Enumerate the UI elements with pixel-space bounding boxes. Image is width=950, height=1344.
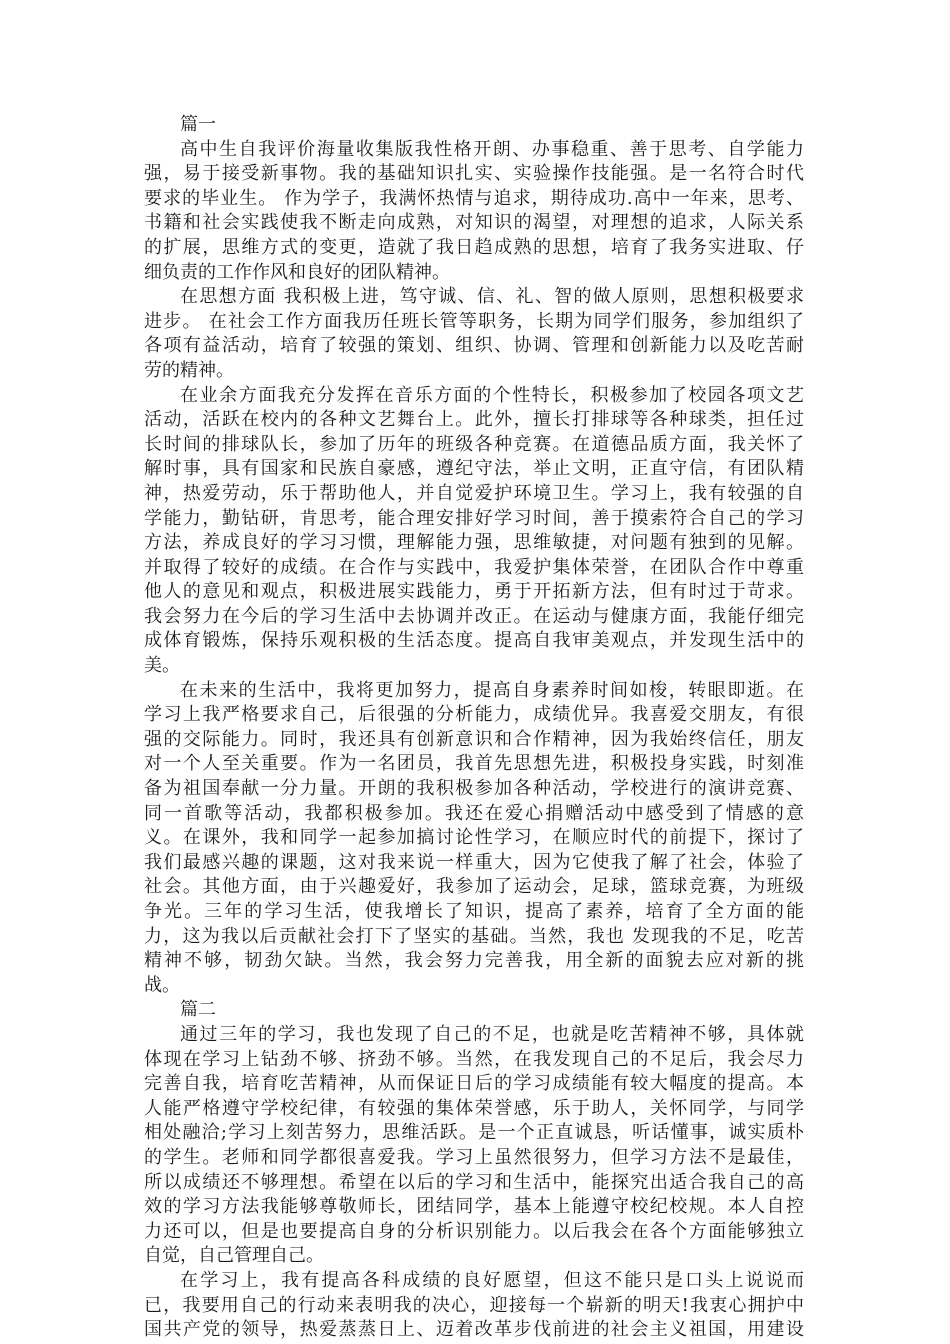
text-line: 劳的精神。 bbox=[144, 359, 234, 381]
text-line: 已，我要用自己的行动来表明我的决心，迎接每一个崭新的明天!我衷心拥护中 bbox=[144, 1294, 804, 1316]
text-line: 国共产党的领导，热爱蒸蒸日上、迈着改革步伐前进的社会主义祖国，用建设 bbox=[144, 1319, 804, 1341]
text-line: 高中生自我评价海量收集版我性格开朗、办事稳重、善于思考、自学能力 bbox=[180, 138, 804, 160]
text-line: 同一首歌等活动，我都积极参加。我还在爱心捐赠活动中感受到了情感的意 bbox=[144, 802, 804, 824]
text-line: 篇二 bbox=[180, 999, 216, 1021]
text-line: 的学生。老师和同学都很喜爱我。学习上虽然很努力，但学习方法不是最佳， bbox=[144, 1146, 804, 1168]
text-line: 我会努力在今后的学习生活中去协调并改正。在运动与健康方面，我能仔细完 bbox=[144, 605, 804, 627]
text-line: 神，热爱劳动，乐于帮助他人，并自觉爱护环境卫生。学习上，我有较强的自 bbox=[144, 482, 804, 504]
document-body bbox=[144, 113, 804, 1343]
text-line: 美。 bbox=[144, 655, 180, 677]
text-line: 并取得了较好的成绩。在合作与实践中，我爱护集体荣誉，在团队合作中尊重 bbox=[144, 556, 804, 578]
text-line: 他人的意见和观点，积极进展实践能力，勇于开拓新方法，但有时过于苛求。 bbox=[144, 581, 804, 603]
text-line: 力，这为我以后贡献社会打下了坚实的基础。当然，我也 发现我的不足，吃苦 bbox=[144, 925, 804, 947]
text-line: 备为祖国奉献一分力量。开朗的我积极参加各种活动，学校进行的演讲竞赛、 bbox=[144, 778, 804, 800]
text-line: 方法，养成良好的学习习惯，理解能力强，思维敏捷，对问题有独到的见解。 bbox=[144, 532, 804, 554]
text-line: 的扩展，思维方式的变更，造就了我日趋成熟的思想，培育了我务实进取、仔 bbox=[144, 236, 804, 258]
text-line: 成体育锻炼，保持乐观积极的生活态度。提高自我审美观点，并发现生活中的 bbox=[144, 630, 804, 652]
text-line: 社会。其他方面，由于兴趣爱好，我参加了运动会，足球，篮球竞赛，为班级 bbox=[144, 876, 804, 898]
text-line: 篇一 bbox=[180, 114, 216, 135]
text-line: 在思想方面 我积极上进，笃守诚、信、礼、智的做人原则，思想积极要求 bbox=[180, 286, 804, 308]
text-line: 强的交际能力。同时，我还具有创新意识和合作精神，因为我始终信任，朋友 bbox=[144, 728, 804, 750]
text-line: 精神不够，韧劲欠缺。当然，我会努力完善我，用全新的面貌去应对新的挑 bbox=[144, 950, 804, 972]
text-line: 对一个人至关重要。作为一名团员，我首先思想先进，积极投身实践，时刻准 bbox=[144, 753, 804, 775]
text-line: 在业余方面我充分发挥在音乐方面的个性特长，积极参加了校园各项文艺 bbox=[180, 384, 804, 406]
text-line: 细负责的工作作风和良好的团队精神。 bbox=[144, 261, 450, 283]
text-line: 自觉，自己管理自己。 bbox=[144, 1245, 324, 1267]
text-line: 所以成绩还不够理想。希望在以后的学习和生活中，能探究出适合我自己的高 bbox=[144, 1171, 804, 1193]
text-line: 义。在课外，我和同学一起参加搞讨论性学习，在顺应时代的前提下，探讨了 bbox=[144, 827, 804, 849]
text-line: 通过三年的学习，我也发现了自己的不足，也就是吃苦精神不够，具体就 bbox=[180, 1023, 804, 1045]
text-line: 我们最感兴趣的课题，这对我来说一样重大，因为它使我了解了社会，体验了 bbox=[144, 851, 804, 873]
text-line: 人能严格遵守学校纪律，有较强的集体荣誉感，乐于助人，关怀同学，与同学 bbox=[144, 1097, 804, 1119]
text-line: 学习上我严格要求自己，后很强的分析能力，成绩优异。我喜爱交朋友，有很 bbox=[144, 704, 804, 726]
text-line: 体现在学习上钻劲不够、挤劲不够。当然，在我发现自己的不足后，我会尽力 bbox=[144, 1048, 804, 1070]
text-line: 长时间的排球队长，参加了历年的班级各种竞赛。在道德品质方面，我关怀了 bbox=[144, 433, 804, 455]
text-line: 效的学习方法我能够尊敬师长，团结同学，基本上能遵守校纪校规。本人自控 bbox=[144, 1196, 804, 1218]
text-line: 力还可以，但是也要提高自身的分析识别能力。以后我会在各个方面能够独立 bbox=[144, 1220, 804, 1242]
text-line: 要求的毕业生。 作为学子，我满怀热情与追求，期待成功.高中一年来，思考、 bbox=[144, 187, 804, 209]
text-line: 相处融洽;学习上刻苦努力，思维活跃。是一个正直诚恳，听话懂事，诚实质朴 bbox=[144, 1122, 804, 1144]
text-line: 学能力，勤钻研，肯思考，能合理安排好学习时间，善于摸索符合自己的学习 bbox=[144, 507, 804, 529]
text-line: 完善自我，培育吃苦精神，从而保证日后的学习成绩能有较大幅度的提高。本 bbox=[144, 1073, 804, 1095]
text-line: 书籍和社会实践使我不断走向成熟，对知识的渴望，对理想的追求，人际关系 bbox=[144, 212, 804, 234]
text-line: 在学习上，我有提高各科成绩的良好愿望，但这不能只是口头上说说而 bbox=[180, 1269, 804, 1291]
text-line: 战。 bbox=[144, 974, 180, 996]
text-line: 各项有益活动，培育了较强的策划、组织、协调、管理和创新能力以及吃苦耐 bbox=[144, 335, 804, 357]
text-line: 强，易于接受新事物。我的基础知识扎实、实验操作技能强。是一名符合时代 bbox=[144, 163, 804, 185]
text-line: 争光。三年的学习生活，使我增长了知识，提高了素养，培育了全方面的能 bbox=[144, 901, 804, 922]
text-line: 活动，活跃在校内的各种文艺舞台上。此外，擅长打排球等各种球类，担任过 bbox=[144, 409, 804, 431]
text-line: 在未来的生活中，我将更加努力，提高自身素养时间如梭，转眼即逝。在 bbox=[180, 679, 804, 701]
text-line: 解时事，具有国家和民族自豪感，遵纪守法，举止文明，正直守信，有团队精 bbox=[144, 458, 804, 480]
text-line: 进步。 在社会工作方面我历任班长管等职务，长期为同学们服务，参加组织了 bbox=[144, 310, 804, 332]
